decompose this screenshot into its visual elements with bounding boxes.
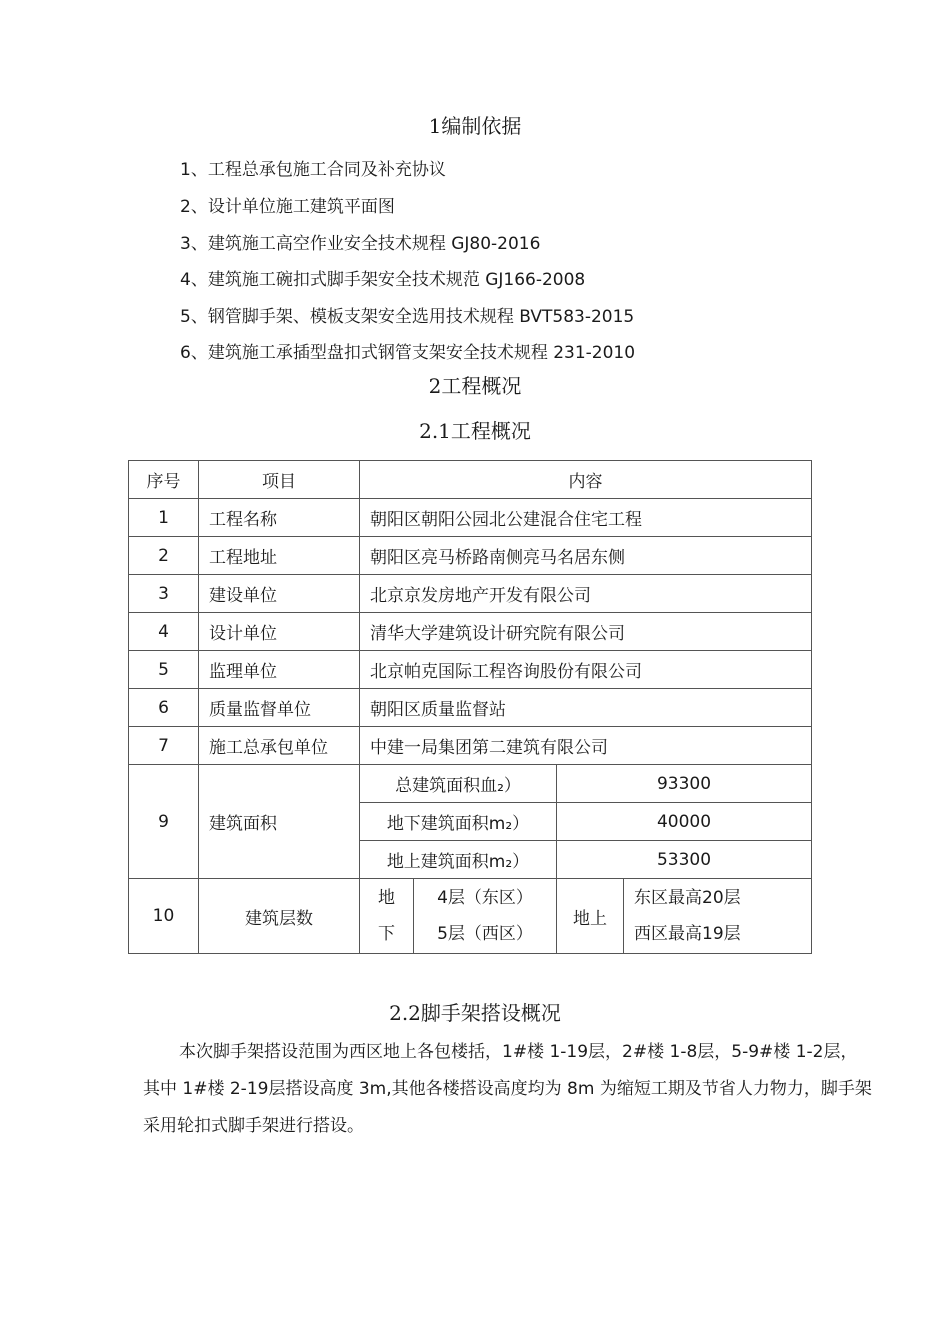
header-no: 序号 (129, 461, 199, 499)
area-value: 93300 (557, 765, 812, 803)
section-2-1-title: 2.1工程概况 (419, 419, 531, 443)
area-value: 53300 (557, 841, 812, 879)
table-row (129, 613, 812, 651)
row-no: 1 (129, 499, 199, 537)
underground-floors (414, 879, 557, 954)
row-no: 2 (129, 537, 199, 575)
basis-item-3: 3、建筑施工高空作业安全技术规程 GJ80-2016 (180, 234, 541, 254)
basis-item-6: 6、建筑施工承插型盘扣式钢管支架安全技术规程 231-2010 (180, 343, 636, 363)
row-content: 北京京发房地产开发有限公司 (360, 575, 812, 613)
row-item: 施工总承包单位 (199, 727, 360, 765)
row-no: 4 (129, 613, 199, 651)
area-value: 40000 (557, 803, 812, 841)
table-row (129, 537, 812, 575)
underground-label-line-1: 地 (378, 888, 395, 908)
row-item: 工程名称 (199, 499, 360, 537)
header-item: 项目 (199, 461, 360, 499)
section-1-title: 1编制依据 (428, 114, 522, 138)
row-content: 朝阳区朝阳公园北公建混合住宅工程 (360, 499, 812, 537)
row-item: 质量监督单位 (199, 689, 360, 727)
table-row (129, 499, 812, 537)
area-no: 9 (129, 765, 199, 879)
basis-item-5: 5、钢管脚手架、模板支架安全选用技术规程 BVT583-2015 (180, 307, 635, 327)
row-item: 监理单位 (199, 651, 360, 689)
row-no: 6 (129, 689, 199, 727)
above-east: 东区最高20层 (634, 888, 741, 908)
floors-item: 建筑层数 (199, 879, 360, 954)
scaffold-overview-paragraph (143, 1034, 873, 1145)
table-header-row (129, 461, 812, 499)
above-floors (624, 879, 812, 954)
table-row (129, 689, 812, 727)
row-content: 朝阳区亮马桥路南侧亮马名居东侧 (360, 537, 812, 575)
floors-no: 10 (129, 879, 199, 954)
row-no: 3 (129, 575, 199, 613)
above-label: 地上 (557, 879, 624, 954)
above-west: 西区最高19层 (634, 924, 741, 944)
table-row (129, 727, 812, 765)
basis-item-1: 1、工程总承包施工合同及补充协议 (180, 160, 446, 180)
section-2-2-title: 2.2脚手架搭设概况 (389, 1001, 561, 1025)
scaffold-overview-text: 本次脚手架搭设范围为西区地上各包楼括，1#楼 1-19层，2#楼 1-8层，5-9#楼 1-2层，其中 1#楼 2-19层搭设高度 3m,其他各楼搭设高度均为 8m 为缩短工期及节省人力物力，脚手架采用轮扣式脚手架进行搭设。 (143, 1042, 872, 1136)
area-label: 地下建筑面积m₂） (360, 803, 557, 841)
table-row (129, 879, 812, 954)
row-no: 7 (129, 727, 199, 765)
area-item: 建筑面积 (199, 765, 360, 879)
row-item: 设计单位 (199, 613, 360, 651)
row-content: 清华大学建筑设计研究院有限公司 (360, 613, 812, 651)
area-label: 地上建筑面积m₂） (360, 841, 557, 879)
row-no: 5 (129, 651, 199, 689)
row-content: 朝阳区质量监督站 (360, 689, 812, 727)
basis-item-2: 2、设计单位施工建筑平面图 (180, 197, 395, 217)
underground-east: 4层（东区） (437, 888, 533, 908)
header-content: 内容 (360, 461, 812, 499)
underground-label (360, 879, 414, 954)
project-overview-table (128, 460, 812, 954)
section-2-title: 2工程概况 (428, 374, 522, 398)
row-content: 北京帕克国际工程咨询股份有限公司 (360, 651, 812, 689)
table-row (129, 765, 812, 803)
table-row (129, 575, 812, 613)
area-label: 总建筑面积血₂） (360, 765, 557, 803)
row-content: 中建一局集团第二建筑有限公司 (360, 727, 812, 765)
row-item: 工程地址 (199, 537, 360, 575)
basis-item-4: 4、建筑施工碗扣式脚手架安全技术规范 GJ166-2008 (180, 270, 586, 290)
underground-west: 5层（西区） (437, 924, 533, 944)
row-item: 建设单位 (199, 575, 360, 613)
underground-label-line-2: 下 (378, 924, 395, 944)
table-row (129, 651, 812, 689)
